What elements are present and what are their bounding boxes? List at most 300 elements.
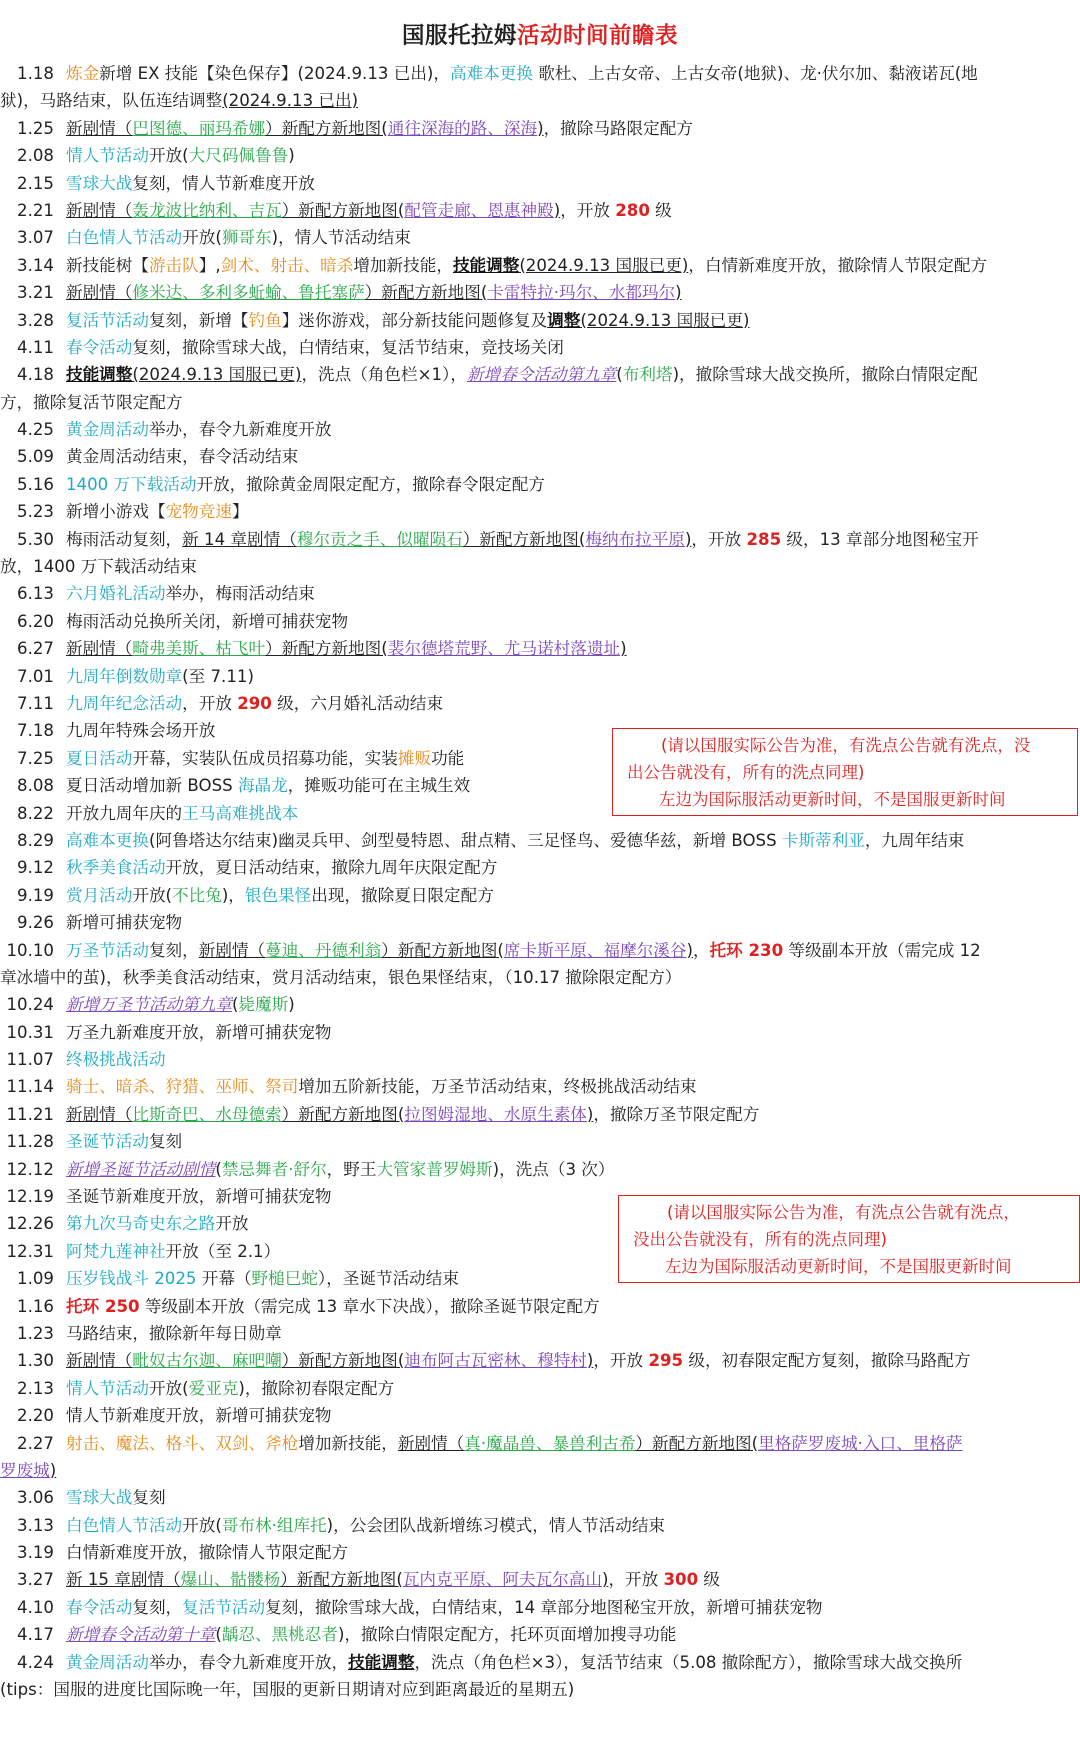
- line-segment: 夏日活动: [66, 748, 133, 768]
- line-segment: 拉图姆湿地、水原生素体: [404, 1104, 587, 1124]
- line-segment: 骑士、暗杀、狩猎、巫师、祭司: [66, 1077, 299, 1097]
- schedule-line: [0, 142, 1080, 169]
- line-segment: 新增春令活动第十章: [66, 1625, 216, 1645]
- schedule-line: [0, 580, 1080, 607]
- schedule-line: [0, 1375, 1080, 1402]
- line-segment: ): [620, 639, 627, 659]
- schedule-line: [0, 471, 1080, 498]
- line-segment: 新技能树【: [66, 255, 149, 275]
- line-segment: 压岁钱战斗 2025: [66, 1269, 197, 1289]
- line-segment: ）新配方新地图(: [381, 940, 504, 960]
- line-segment: 等级副本开放（需完成 13 章水下决战），撤除圣诞节限定配方: [139, 1296, 600, 1316]
- line-segment: ): [288, 146, 295, 166]
- line-date: 4.24: [17, 1652, 54, 1672]
- line-segment: 梅雨活动兑换所关闭，新增可捕获宠物: [66, 611, 349, 631]
- line-date: 3.13: [17, 1515, 54, 1535]
- line-segment: 通往深海的路、深海: [387, 118, 538, 138]
- line-segment: 穆尔贡之手、似曜陨石: [296, 529, 463, 549]
- line-segment: 情人节活动: [66, 1378, 149, 1398]
- line-segment: 狮哥东: [221, 228, 272, 248]
- line-segment: 阿梵九莲神社: [66, 1241, 166, 1261]
- line-segment: (2024.9.13 国服已更): [132, 365, 302, 385]
- schedule-line: [0, 1512, 1080, 1539]
- line-segment: 白色情人节活动: [66, 1515, 183, 1535]
- line-segment: ）新配方新地图(: [462, 529, 586, 549]
- line-segment: 里格萨罗废城·入口、里格萨: [758, 1433, 963, 1453]
- schedule-line: [0, 498, 1080, 525]
- line-segment: ）新配方新地图(: [281, 1351, 405, 1371]
- line-segment: 席卡斯平原、福摩尔溪谷: [503, 940, 687, 960]
- line-date: 11.21: [6, 1104, 54, 1124]
- schedule-line: [0, 854, 1080, 881]
- line-segment: 新增 EX 技能【染色保存】(2024.9.13 已出)，: [99, 64, 450, 83]
- line-segment: 梅雨活动复刻，: [66, 529, 183, 549]
- schedule-line: [0, 882, 1080, 909]
- line-segment: ），圣诞节活动结束: [317, 1269, 459, 1289]
- line-segment: ）新配方新地图(: [280, 1570, 403, 1590]
- line-segment: ，开放: [608, 1570, 664, 1590]
- line-segment: 增加新技能，: [353, 255, 453, 275]
- schedule-line: [0, 1484, 1080, 1511]
- line-segment: ，洗点（角色栏×3），复活节结束（5.08 撤除配方），撤除雪球大战交换所: [414, 1652, 963, 1672]
- line-date: 12.19: [6, 1187, 54, 1207]
- line-segment: 新 15 章剧情（: [66, 1570, 181, 1590]
- line-segment: 畸弗美斯、枯飞叶: [132, 639, 266, 659]
- line-segment: 复刻: [132, 1488, 166, 1508]
- line-segment: 290: [237, 693, 272, 713]
- line-segment: 大尺码佩鲁鲁: [188, 146, 289, 166]
- schedule-line: [0, 1676, 1080, 1703]
- line-segment: 1400 万下载活动: [66, 474, 197, 494]
- line-segment: )，撤除初春限定配方: [238, 1378, 395, 1398]
- line-segment: ): [684, 529, 692, 549]
- schedule-line: [0, 1402, 1080, 1429]
- line-segment: 游击队: [148, 255, 199, 275]
- line-segment: 复刻: [148, 1132, 183, 1152]
- schedule-line: [0, 937, 1080, 964]
- line-segment: 技能调整: [452, 255, 520, 275]
- line-segment: 级: [649, 200, 672, 220]
- line-date: 10.31: [6, 1022, 54, 1042]
- line-segment: 真·魔晶兽、暴兽利古希: [464, 1433, 636, 1453]
- line-segment: 新增春令活动第九章: [466, 365, 617, 385]
- schedule-line: [0, 635, 1080, 662]
- line-segment: 罗废城: [0, 1460, 50, 1480]
- line-date: 4.25: [17, 420, 54, 440]
- line-segment: 炼金: [66, 64, 100, 83]
- line-segment: 春令活动: [66, 1597, 133, 1617]
- line-segment: ，开放: [560, 200, 616, 220]
- line-segment: (至 7.11): [182, 666, 254, 686]
- line-segment: 情人节新难度开放，新增可捕获宠物: [66, 1406, 332, 1426]
- schedule-line: [0, 663, 1080, 690]
- line-segment: 圣诞节活动: [66, 1132, 149, 1152]
- line-date: 4.18: [17, 365, 54, 385]
- schedule-line: [0, 443, 1080, 470]
- line-segment: 增加五阶新技能，万圣节活动结束，终极挑战活动结束: [298, 1077, 697, 1097]
- line-segment: )，情人节活动结束: [271, 228, 411, 248]
- line-segment: 技能调整: [66, 365, 133, 385]
- line-segment: 圣诞节新难度开放，新增可捕获宠物: [66, 1187, 332, 1207]
- line-segment: (: [215, 1159, 222, 1179]
- line-segment: (阿鲁塔达尔结束)幽灵兵甲、剑型曼特恩、甜点精、三足怪鸟、爱德华兹，新增 BOSS: [148, 830, 782, 850]
- line-date: 9.26: [17, 913, 54, 933]
- line-segment: 开放(: [148, 146, 189, 166]
- line-segment: 毙魔斯: [238, 995, 289, 1015]
- line-segment: ): [288, 995, 295, 1015]
- line-segment: 新增可捕获宠物: [66, 913, 183, 933]
- line-date: 4.11: [17, 337, 54, 357]
- schedule-line: [0, 1621, 1080, 1648]
- line-segment: 复活节活动: [182, 1597, 266, 1617]
- schedule-line: [0, 279, 1080, 306]
- line-segment: 龋忍、黑桃忍者: [221, 1625, 338, 1645]
- line-segment: 摊贩: [397, 748, 432, 768]
- schedule-line: [0, 60, 1080, 87]
- line-segment: 春令活动: [66, 337, 133, 357]
- line-segment: )，撤除白情限定配方，托环页面增加搜寻功能: [337, 1625, 677, 1645]
- schedule-line: [0, 1649, 1080, 1676]
- line-date: 11.28: [6, 1132, 54, 1152]
- line-segment: 复刻，: [148, 940, 199, 960]
- schedule-line: [0, 1539, 1080, 1566]
- line-segment: 级，初春限定配方复刻，撤除马路配方: [683, 1351, 971, 1371]
- line-segment: 布利塔: [622, 365, 673, 385]
- line-segment: 高难本更换: [66, 830, 149, 850]
- line-date: 2.21: [17, 200, 54, 220]
- line-date: 3.28: [17, 310, 54, 330]
- line-segment: ，摊贩功能可在主城生效: [287, 776, 471, 796]
- line-segment: 爆山、骷髅杨: [180, 1570, 281, 1590]
- line-date: 5.23: [17, 502, 54, 522]
- line-segment: 射击、魔法、格斗、双剑、斧枪: [66, 1433, 299, 1453]
- line-segment: 增加新技能，: [298, 1433, 398, 1453]
- line-segment: 剑术、射击、暗杀: [220, 255, 354, 275]
- line-segment: ）新配方新地图(: [635, 1433, 759, 1453]
- line-date: 1.16: [17, 1296, 54, 1316]
- schedule-line: [0, 553, 1080, 580]
- line-date: 3.14: [17, 255, 54, 275]
- line-date: 4.10: [17, 1597, 54, 1617]
- line-segment: )，: [221, 885, 245, 905]
- line-segment: 开放(: [182, 228, 222, 248]
- note-line: (请以国服实际公告为准，有洗点公告就有洗点，: [667, 1203, 1020, 1222]
- line-segment: )，撤除雪球大战交换所，撤除白情限定配: [672, 365, 978, 385]
- schedule-line: [0, 1073, 1080, 1100]
- line-date: 7.18: [17, 721, 54, 741]
- line-date: 11.07: [6, 1050, 54, 1070]
- line-segment: ）新配方新地图(: [281, 200, 405, 220]
- line-date: 5.09: [17, 447, 54, 467]
- line-segment: 级: [698, 1570, 721, 1590]
- line-date: 12.31: [6, 1241, 54, 1261]
- line-segment: 哥布林·组库托: [221, 1515, 327, 1535]
- line-segment: 300: [663, 1570, 699, 1590]
- line-segment: 】: [231, 502, 249, 522]
- line-segment: 修米达、多利多蚯蝓、鲁托塞萨: [132, 283, 365, 303]
- line-segment: 夏日活动增加新 BOSS: [66, 776, 238, 796]
- line-date: 7.11: [17, 693, 54, 713]
- line-date: 1.23: [17, 1323, 54, 1343]
- line-segment: 开放九周年庆的: [66, 803, 183, 823]
- line-segment: 不比兔: [172, 885, 222, 905]
- line-segment: 九周年倒数勋章: [66, 666, 183, 686]
- schedule-line: [0, 1457, 1080, 1484]
- line-segment: 蔓迪、丹德利翁: [265, 940, 382, 960]
- line-segment: )，公会团队战新增练习模式，情人节活动结束: [326, 1515, 666, 1535]
- schedule-line: [0, 170, 1080, 197]
- line-segment: (tips：国服的进度比国际晚一年，国服的更新日期请对应到距离最近的星期五): [0, 1680, 575, 1700]
- schedule-line: [0, 1156, 1080, 1183]
- line-date: 2.27: [17, 1433, 54, 1453]
- line-date: 9.19: [17, 885, 54, 905]
- line-segment: 狱)，马路结束，队伍连结调整: [0, 91, 223, 111]
- line-date: 8.29: [17, 830, 54, 850]
- line-segment: 白色情人节活动: [66, 228, 183, 248]
- line-segment: 级，六月婚礼活动结束: [271, 693, 444, 713]
- line-segment: 情人节活动: [66, 146, 149, 166]
- line-segment: ）新配方新地图(: [265, 639, 388, 659]
- line-segment: 毗奴古尔迦、麻吧嘲: [132, 1351, 282, 1371]
- line-date: 1.25: [17, 118, 54, 138]
- page-title: [0, 18, 1080, 50]
- line-segment: 巴图德、丽玛希娜: [132, 118, 266, 138]
- line-date: 2.15: [17, 173, 54, 193]
- line-date: 6.20: [17, 611, 54, 631]
- line-segment: (: [215, 1625, 222, 1645]
- line-segment: ): [601, 1570, 609, 1590]
- line-segment: 马路结束，撤除新年每日勋章: [66, 1323, 282, 1343]
- line-date: 10.24: [6, 995, 54, 1015]
- line-segment: 六月婚礼活动: [66, 584, 166, 604]
- line-segment: 】迷你游戏，部分新技能问题修复及: [281, 310, 548, 330]
- line-segment: 新剧情（: [66, 1104, 133, 1124]
- line-segment: 卡斯蒂利亚: [781, 830, 865, 850]
- schedule-line: [0, 416, 1080, 443]
- line-date: 12.26: [6, 1214, 54, 1234]
- title-black: 国服托拉姆: [401, 23, 517, 49]
- line-segment: 赏月活动: [66, 885, 133, 905]
- line-segment: 宠物竞速: [165, 502, 232, 522]
- line-segment: 技能调整: [348, 1652, 415, 1672]
- schedule-line: [0, 909, 1080, 936]
- line-segment: 禁忌舞者·舒尔: [221, 1159, 327, 1179]
- line-date: 6.27: [17, 639, 54, 659]
- line-segment: ）新配方新地图(: [281, 1104, 405, 1124]
- line-date: 8.08: [17, 776, 54, 796]
- line-segment: 裴尔德塔荒野、尤马诺村落遗址: [387, 639, 621, 659]
- line-segment: ，开放: [182, 693, 238, 713]
- line-date: 5.16: [17, 474, 54, 494]
- line-segment: 复刻，情人节新难度开放: [132, 173, 315, 193]
- line-segment: ，: [692, 940, 710, 960]
- schedule-line: [0, 526, 1080, 553]
- line-segment: 迪布阿古瓦密林、穆特村: [404, 1351, 587, 1371]
- line-segment: 开放（至 2.1）: [165, 1241, 281, 1261]
- line-segment: ): [586, 1351, 594, 1371]
- line-segment: 开放(: [182, 1515, 222, 1535]
- schedule-line: [0, 1046, 1080, 1073]
- schedule-line: [0, 224, 1080, 251]
- note-line: (请以国服实际公告为准，有洗点公告就有洗点，没: [661, 736, 1031, 755]
- schedule-line: [0, 197, 1080, 224]
- line-segment: 举办，春令九新难度开放: [148, 420, 332, 440]
- schedule-line: [0, 1128, 1080, 1155]
- line-segment: ): [553, 200, 561, 220]
- schedule-line: [0, 389, 1080, 416]
- line-segment: 复刻，新增【: [148, 310, 249, 330]
- line-date: 3.19: [17, 1543, 54, 1563]
- line-segment: 歌杜、上古女帝、上古女帝(地狱)、龙·伏尔加、黏液诺瓦(地: [532, 64, 978, 83]
- line-segment: 九周年纪念活动: [66, 693, 183, 713]
- schedule-line: [0, 1293, 1080, 1320]
- line-segment: )，洗点（3 次）: [492, 1159, 615, 1179]
- disclaimer-note-2: [618, 1195, 1080, 1283]
- line-segment: ): [675, 283, 682, 303]
- line-segment: 新剧情（: [66, 639, 133, 659]
- line-segment: (2024.9.13 已出): [222, 91, 359, 111]
- line-segment: 雪球大战: [66, 1488, 133, 1508]
- title-red: 活动时间前瞻表: [517, 23, 679, 49]
- line-date: 9.12: [17, 858, 54, 878]
- line-segment: 梅纳布拉平原: [585, 529, 685, 549]
- line-segment: 万圣节活动: [66, 940, 149, 960]
- line-segment: 银色果怪: [244, 885, 312, 905]
- note-line: 没出公告就没有，所有的洗点同理): [633, 1230, 887, 1249]
- line-segment: 调整: [547, 310, 581, 330]
- line-segment: ，九周年结束: [864, 830, 965, 850]
- schedule-list: [0, 60, 1080, 1703]
- schedule-line: [0, 307, 1080, 334]
- line-segment: ，洗点（角色栏×1），: [301, 365, 467, 385]
- line-segment: (: [231, 995, 239, 1015]
- line-date: 1.30: [17, 1351, 54, 1371]
- line-date: 5.30: [17, 529, 54, 549]
- line-date: 3.21: [17, 283, 54, 303]
- line-date: 12.12: [6, 1159, 54, 1179]
- line-segment: 高难本更换: [449, 64, 533, 83]
- schedule-line: [0, 1430, 1080, 1457]
- schedule-line: [0, 1101, 1080, 1128]
- line-segment: 开放，撤除黄金周限定配方，撤除春令限定配方: [196, 474, 545, 494]
- line-date: 11.14: [6, 1077, 54, 1097]
- line-segment: 野槌巳蛇: [251, 1269, 318, 1289]
- line-date: 4.17: [17, 1625, 54, 1645]
- schedule-line: [0, 361, 1080, 388]
- line-segment: ）新配方新地图(: [364, 283, 488, 303]
- line-date: 2.08: [17, 146, 54, 166]
- line-segment: 复刻，: [132, 1597, 183, 1617]
- schedule-line: [0, 334, 1080, 361]
- line-segment: ，撤除马路限定配方: [543, 118, 693, 138]
- line-segment: 新增圣诞节活动剧情: [66, 1159, 216, 1179]
- line-segment: 新 14 章剧情（: [182, 529, 297, 549]
- line-segment: 新剧情（: [66, 283, 133, 303]
- line-segment: 比斯奇巴、水母德索: [132, 1104, 282, 1124]
- line-segment: 开幕，实装队伍成员招募功能，实装: [132, 748, 398, 768]
- line-segment: ): [537, 118, 544, 138]
- line-segment: 等级副本开放（需完成 12: [783, 940, 981, 960]
- line-segment: 卡雷特拉·玛尔、水都玛尔: [487, 283, 676, 303]
- line-segment: 白情新难度开放，撤除情人节限定配方: [66, 1543, 349, 1563]
- line-segment: 新剧情（: [66, 200, 133, 220]
- line-segment: 开放(: [132, 885, 173, 905]
- line-segment: ，白情新难度开放，撤除情人节限定配方: [688, 255, 988, 275]
- line-segment: 开放(: [148, 1378, 189, 1398]
- disclaimer-note-1: [612, 728, 1078, 816]
- schedule-line: [0, 690, 1080, 717]
- line-date: 1.09: [17, 1269, 54, 1289]
- line-segment: 新剧情（: [397, 1433, 465, 1453]
- line-segment: 轰龙波比纳利、吉瓦: [132, 200, 282, 220]
- note-line: 左边为国际服活动更新时间，不是国服更新时间: [659, 790, 1006, 809]
- line-segment: 级，13 章部分地图秘宝开: [781, 529, 979, 549]
- line-segment: 雪球大战: [66, 173, 133, 193]
- line-segment: 海晶龙: [237, 776, 288, 796]
- line-date: 3.06: [17, 1488, 54, 1508]
- line-segment: (2024.9.13 国服已更): [519, 255, 689, 275]
- schedule-line: [0, 115, 1080, 142]
- line-segment: 新剧情（: [66, 118, 133, 138]
- line-segment: 开放: [215, 1214, 249, 1234]
- line-segment: 章冰墙中的茧)，秋季美食活动结束，赏月活动结束，银色果怪结束，（10.17 撤除限定配方）: [0, 967, 682, 987]
- line-segment: 举办，梅雨活动结束: [165, 584, 315, 604]
- line-segment: 黄金周活动结束，春令活动结束: [66, 447, 299, 467]
- line-segment: 瓦内克平原、阿夫瓦尔高山: [402, 1570, 602, 1590]
- line-date: 8.22: [17, 803, 54, 823]
- line-date: 3.07: [17, 228, 54, 248]
- line-segment: ）新配方新地图(: [265, 118, 388, 138]
- line-segment: (: [616, 365, 623, 385]
- line-segment: ): [586, 1104, 594, 1124]
- note-line: 出公告就没有，所有的洗点同理): [627, 763, 865, 782]
- schedule-line: [0, 1019, 1080, 1046]
- line-segment: 出现，撤除夏日限定配方: [311, 885, 494, 905]
- schedule-line: [0, 1566, 1080, 1593]
- line-segment: 方，撤除复活节限定配方: [0, 392, 183, 412]
- line-segment: 复刻，撤除雪球大战，白情结束，14 章部分地图秘宝开放，新增可捕获宠物: [265, 1597, 823, 1617]
- line-segment: 终极挑战活动: [66, 1050, 166, 1070]
- line-segment: 开幕（: [196, 1269, 252, 1289]
- line-date: 2.20: [17, 1406, 54, 1426]
- line-segment: 秋季美食活动: [66, 858, 166, 878]
- line-segment: 九周年特殊会场开放: [66, 721, 216, 741]
- line-segment: 举办，春令九新难度开放，: [148, 1652, 349, 1672]
- schedule-line: [0, 608, 1080, 635]
- line-segment: 功能: [431, 748, 465, 768]
- line-segment: 爱亚克: [188, 1378, 239, 1398]
- line-segment: 黄金周活动: [66, 1652, 149, 1672]
- line-segment: 复刻，撤除雪球大战，白情结束，复活节结束，竞技场关闭: [132, 337, 564, 357]
- line-segment: 托环 250: [66, 1296, 140, 1316]
- line-date: 2.13: [17, 1378, 54, 1398]
- line-segment: 大管家普罗姆斯: [376, 1159, 493, 1179]
- line-segment: 配管走廊、恩惠神殿: [404, 200, 554, 220]
- line-segment: 】,: [198, 255, 221, 275]
- line-segment: 王马高难挑战本: [182, 803, 299, 823]
- schedule-line: [0, 1347, 1080, 1374]
- line-segment: 新增小游戏【: [66, 502, 166, 522]
- line-date: 7.25: [17, 748, 54, 768]
- line-date: 1.18: [17, 64, 54, 83]
- schedule-line: [0, 1594, 1080, 1621]
- line-segment: 新剧情（: [66, 1351, 133, 1371]
- schedule-line: [0, 1320, 1080, 1347]
- line-date: 7.01: [17, 666, 54, 686]
- line-segment: 295: [648, 1351, 684, 1371]
- line-segment: ，撤除万圣节限定配方: [593, 1104, 760, 1124]
- line-date: 6.13: [17, 584, 54, 604]
